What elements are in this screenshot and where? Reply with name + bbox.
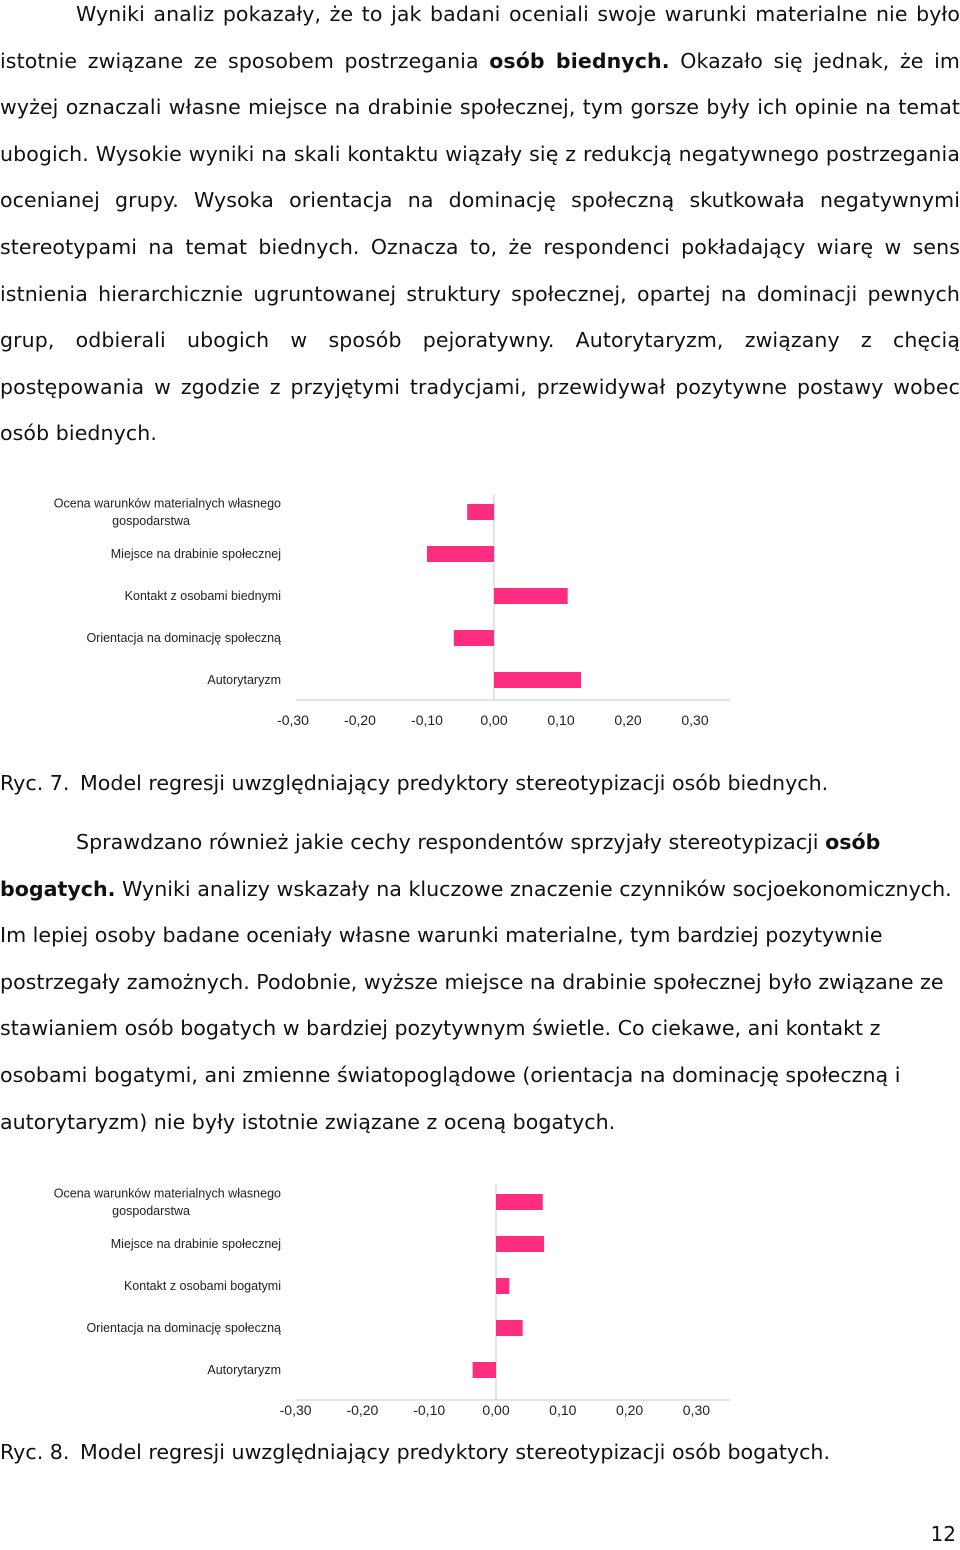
category-label: Ocena warunków materialnych własnego bbox=[53, 496, 281, 511]
tick-label: -0,20 bbox=[346, 1402, 379, 1418]
chart-svg bbox=[0, 488, 960, 738]
tick-label: 0,30 bbox=[681, 712, 709, 728]
category-label: Autorytaryzm bbox=[207, 673, 281, 687]
regression-chart-rich bbox=[0, 1178, 960, 1428]
bar bbox=[496, 1194, 543, 1210]
tick-label: 0,30 bbox=[682, 1402, 711, 1418]
chart-svg bbox=[0, 1178, 960, 1428]
bar bbox=[494, 672, 581, 688]
paragraph-text: Wyniki analizy wskazały na kluczowe znaczenie czynników socjoekonomicznych. Im lepiej osoby badane oceniały własne warunki materialne, tym bardziej pozytywnie postrzegały zamożnych. Podobnie, wyższe miejsce na drabinie społecznej było związane ze stawianiem osób bogatych w bardziej pozytywnym świetle. Co ciekawe, ani kontakt z osobami bogatymi, ani zmienne światopoglądowe (orientacja na dominację społeczną i autorytaryzm) nie były istotnie związane z oceną bogatych. bbox=[0, 876, 952, 1134]
tick-label: 0,00 bbox=[480, 712, 508, 728]
tick-label: -0,20 bbox=[344, 712, 376, 728]
tick-label: -0,30 bbox=[277, 712, 309, 728]
paragraph-text: Okazało się jednak, że im wyżej oznaczali własne miejsce na drabinie społecznej, tym gorsze były ich opinie na temat ubogich. Wysokie wyniki na skali kontaktu wiązały się z redukcją negatywnego postrzegania ocenianej grupy. Wysoka orientacja na dominację społeczną skutkowała negatywnymi stereotypami na temat biednych. Oznacza to, że respondenci pokładający wiarę w sens istnienia hierarchicznie ugruntowanej struktury społecznej, opartej na dominacji pewnych grup, odbierali ubogich w sposób pejoratywny. Autorytaryzm, związany z chęcią postępowania w zgodzie z przyjętymi tradycjami, przewidywał pozytywne postawy wobec osób biednych. bbox=[0, 48, 960, 446]
bar bbox=[454, 630, 494, 646]
category-label: Ocena warunków materialnych własnego bbox=[53, 1186, 281, 1201]
tick-label: 0,20 bbox=[615, 1402, 644, 1418]
tick-label: -0,10 bbox=[411, 712, 443, 728]
tick-label: 0,10 bbox=[547, 712, 575, 728]
paragraph-bold-text: osób bogatych. bbox=[0, 830, 881, 901]
bar bbox=[496, 1236, 544, 1252]
page-number: 12 bbox=[930, 1522, 956, 1546]
bar bbox=[496, 1278, 509, 1294]
category-label: Kontakt z osobami bogatymi bbox=[123, 1279, 281, 1293]
category-label: gospodarstwa bbox=[112, 1203, 190, 1218]
figure-caption-text: Model regresji uwzględniający predyktory stereotypizacji osób biednych. bbox=[80, 771, 829, 795]
paragraph-bold-text: osób biednych. bbox=[489, 48, 670, 73]
category-label: Kontakt z osobami biednymi bbox=[124, 589, 281, 603]
category-label: Orientacja na dominację społeczną bbox=[86, 1321, 281, 1335]
figure-caption-8 bbox=[0, 1440, 830, 1464]
figure-caption-text: Model regresji uwzględniający predyktory stereotypizacji osób bogatych. bbox=[80, 1440, 831, 1464]
figure-number: Ryc. 7. bbox=[0, 771, 70, 795]
tick-label: 0,10 bbox=[549, 1402, 577, 1418]
paragraph-text: Sprawdzano również jakie cechy respondentów sprzyjały stereotypizacji bbox=[76, 830, 826, 854]
paragraph-rich bbox=[0, 819, 960, 1145]
category-label: gospodarstwa bbox=[112, 513, 190, 528]
paragraph-poor bbox=[0, 0, 960, 457]
paragraph-text: Wyniki analiz pokazały, że to jak badani oceniali swoje warunki materialne nie było istotnie związane ze sposobem postrzegania bbox=[0, 2, 960, 73]
tick-label: 0,20 bbox=[614, 712, 642, 728]
figure-number: Ryc. 8. bbox=[0, 1440, 70, 1464]
bar bbox=[467, 504, 494, 520]
bar bbox=[496, 1320, 523, 1336]
bar bbox=[427, 546, 494, 562]
category-label: Autorytaryzm bbox=[207, 1363, 281, 1377]
regression-chart-poor bbox=[0, 488, 960, 738]
tick-label: -0,30 bbox=[279, 1402, 312, 1418]
figure-caption-7 bbox=[0, 771, 828, 795]
category-label: Miejsce na drabinie społecznej bbox=[110, 547, 281, 561]
bar bbox=[494, 588, 568, 604]
tick-label: -0,10 bbox=[413, 1402, 446, 1418]
bar bbox=[473, 1362, 496, 1378]
category-label: Miejsce na drabinie społecznej bbox=[110, 1237, 281, 1251]
category-label: Orientacja na dominację społeczną bbox=[86, 631, 281, 645]
tick-label: 0,00 bbox=[482, 1402, 510, 1418]
